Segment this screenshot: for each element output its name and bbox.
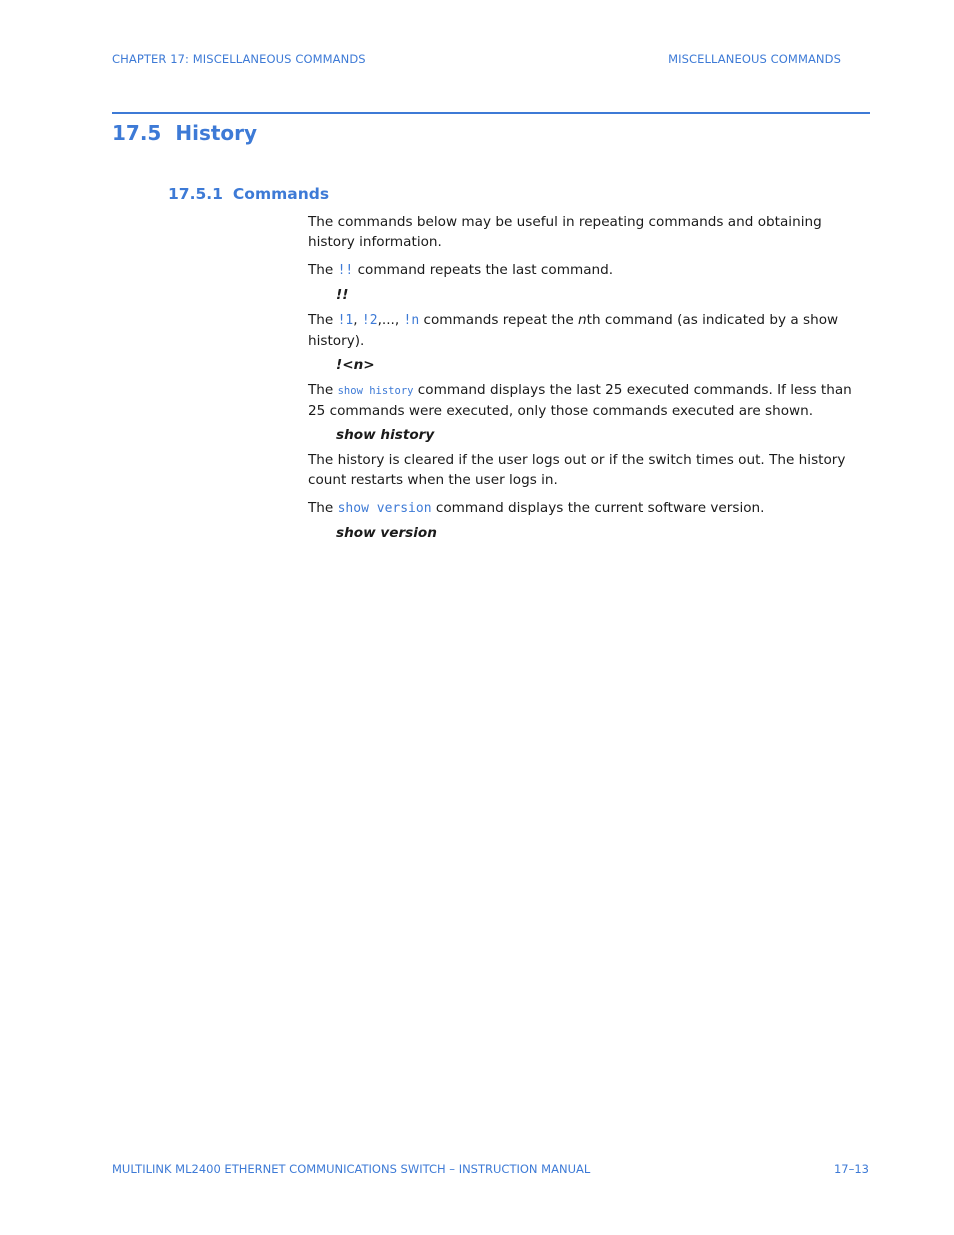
inline-code: !2 [361,313,378,328]
subsection-number: 17.5.1 [168,185,223,203]
command-syntax: !<n> [336,357,375,373]
subsection-title: Commands [232,185,330,203]
inline-code: show history [337,385,414,397]
body-text [308,212,854,543]
running-header-section: MISCELLANEOUS COMMANDS [668,52,841,66]
section-heading [112,121,257,145]
footer-manual-title: MULTILINK ML2400 ETHERNET COMMUNICATIONS SWITCH – INSTRUCTION MANUAL [112,1162,591,1176]
inline-code: !! [337,263,354,278]
repeat-last-paragraph: The !! command repeats the last command. [308,262,614,278]
section-number: 17.5 [112,121,162,145]
section-divider [112,112,870,114]
section-title: History [175,121,258,145]
show-version-paragraph: The show version command displays the current software version. [308,500,765,516]
subsection-heading [168,185,329,203]
inline-code: show version [337,501,432,516]
repeat-nth-paragraph: The !1, !2,..., !n commands repeat the nth command (as indicated by a show history). [308,312,839,349]
inline-code: !1 [337,313,354,328]
intro-paragraph: The commands below may be useful in repeating commands and obtaining history information. [308,214,822,250]
command-syntax: show version [336,525,437,541]
show-history-paragraph: The show history command displays the last 25 executed commands. If less than 25 commands were executed, only those commands executed are shown. [308,382,852,419]
history-cleared-paragraph: The history is cleared if the user logs out or if the switch times out. The history count restarts when the user logs in. [308,452,846,488]
inline-code: !n [403,313,420,328]
command-syntax: !! [336,287,349,303]
running-header-chapter: CHAPTER 17: MISCELLANEOUS COMMANDS [112,52,366,66]
page-number: 17–13 [833,1162,869,1176]
command-syntax: show history [336,427,435,443]
